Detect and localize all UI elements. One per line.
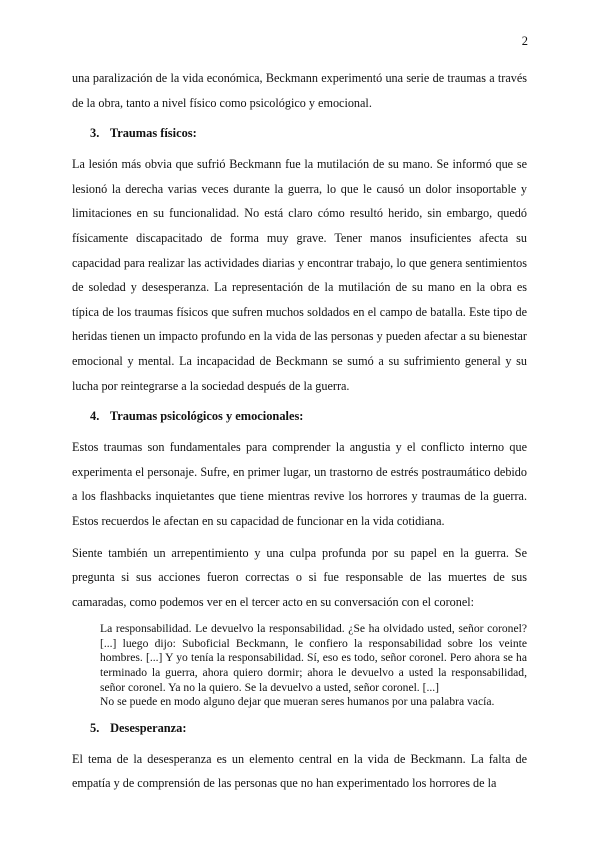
section-5-paragraph-1: El tema de la desesperanza es un elemento central en la vida de Beckmann. La falta de empatía y de comprensión de las personas que no han experimentado los horrores de la [72,751,527,791]
section-title: Traumas psicológicos y emocionales: [109,409,304,424]
document-body [72,66,527,796]
section-heading-3 [72,121,527,145]
section-4-paragraph-2: Siente también un arrepentimiento y una culpa profunda por su papel en la guerra. Se pregunta si sus acciones fueron correctas o si fue responsable de las muertes de sus camaradas, como podemos ver en el tercer acto en su conversación con el coronel: [72,545,527,609]
page-number: 2 [521,34,528,48]
intro-paragraph: una paralización de la vida económica, Beckmann experimentó una serie de traumas a través de la obra, tanto a nivel físico como psicológico y emocional. [72,71,527,110]
block-quote [72,622,527,710]
quote-line-1: La responsabilidad. Le devuelvo la responsabilidad. ¿Se ha olvidado usted, señor coronel? [...] luego dijo: Suboficial Beckmann, le confiero la responsabilidad sobre los veinte hombres. [...] Y yo tenía la responsabilidad. Sí, eso es todo, señor coronel. Pero ahora se ha terminado la guerra, ahora quiero dormir; ahora le devuelvo a usted la responsabilidad, señor coronel. Ya no la quiero. Se la devuelvo a usted, señor coronel. [...] [100,622,527,694]
section-number: 3. [90,126,100,141]
section-heading-4 [72,404,527,428]
section-title: Desesperanza: [110,720,187,735]
section-heading-5 [72,716,527,740]
section-4-paragraph-1: Estos traumas son fundamentales para comprender la angustia y el conflicto interno que experimenta el personaje. Sufre, en primer lugar, un trastorno de estrés postraumático debido a los flashbacks inquietantes que tiene mientras revive los horrores y traumas de la guerra. Estos recuerdos le afectan en su capacidad de funcionar en la vida cotidiana. [72,440,527,528]
section-3-paragraph-1: La lesión más obvia que sufrió Beckmann fue la mutilación de su mano. Se informó que se lesionó la derecha varias veces durante la guerra, lo que le causó un dolor insoportable y limitaciones en su funcionalidad. No está claro cómo resultó herido, sin embargo, quedó físicamente discapacitado de forma muy grave. Tener manos insuficientes afecta su capacidad para realizar las actividades diarias y encontrar trabajo, lo que genera sentimientos de soledad y desesperanza. La representación de la mutilación de su mano en la obra es típica de los traumas físicos que sufren muchos soldados en el campo de batalla. Este tipo de heridas tienen un impacto profundo en la vida de las personas y pueden afectar a su bienestar emocional y mental. La incapacidad de Beckmann se sumó a su sufrimiento general y su lucha por reintegrarse a la sociedad después de la guerra. [72,157,527,393]
section-number: 5. [90,720,100,735]
section-title: Traumas físicos: [109,126,197,141]
section-number: 4. [90,409,100,424]
quote-line-2: No se puede en modo alguno dejar que mueran seres humanos por una palabra vacía. [100,695,495,709]
